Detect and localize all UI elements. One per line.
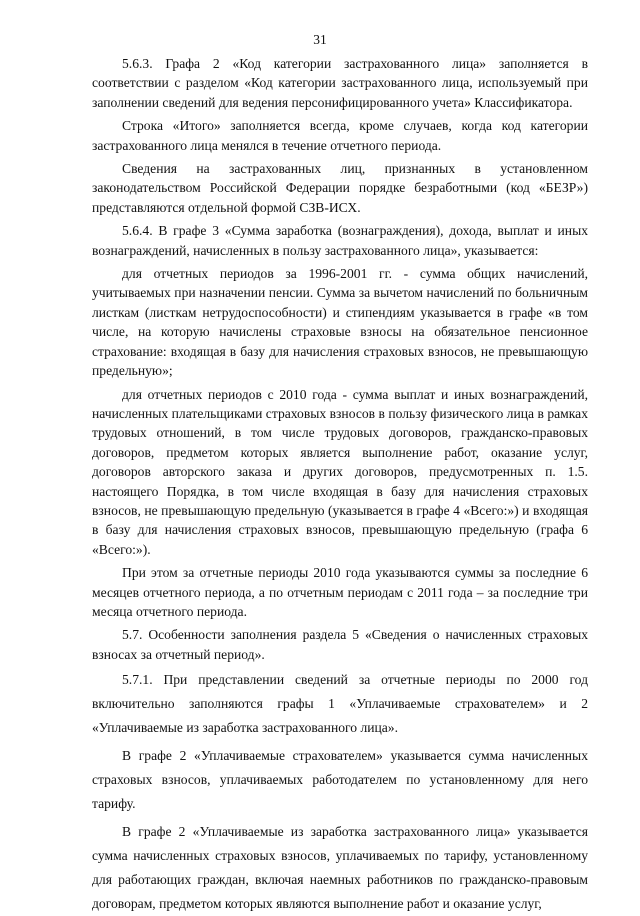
paragraph-unemployed: Сведения на застрахованных лиц, признанных в установленном законодательством Российской Федерации порядке безработными (код «БЕЗР») представляются отдельной формой СЗВ-ИСХ.: [92, 161, 588, 215]
paragraph-itogo-row: Строка «Итого» заполняется всегда, кроме случаев, когда код категории застрахованного лица менялся в течение отчетного периода.: [92, 118, 588, 153]
paragraph-5-6-3: 5.6.3. Графа 2 «Код категории застрахованного лица» заполняется в соответствии с разделом «Код категории застрахованного лица, используемый при заполнении сведений для ведения персонифицированного учета» Классификатора.: [92, 56, 588, 110]
paragraph-periods-1996-2001: для отчетных периодов за 1996-2001 гг. - сумма общих начислений, учитываемых при назначении пенсии. Сумма за вычетом начислений по больничным листкам (листкам нетрудоспособности) и стипендиям указывается в графе «в том числе, на которую начислены страховые взносы на обязательное пенсионное страхование: входящая в базу для начисления страховых взносов, не превышающую предельную»;: [92, 266, 588, 379]
paragraph-5-7-1: 5.7.1. При представлении сведений за отчетные периоды по 2000 год включительно заполняются графы 1 «Уплачиваемые страхователем» и 2 «Уплачиваемые из заработка застрахованного лица».: [92, 672, 588, 736]
paragraph-5-6-4: 5.6.4. В графе 3 «Сумма заработка (вознаграждения), дохода, выплат и иных вознаграждений, начисленных в пользу застрахованного лица», указывается:: [92, 223, 588, 258]
paragraph-column-2-employee: В графе 2 «Уплачиваемые из заработка застрахованного лица» указывается сумма начисленных страховых взносов, уплачиваемых по тарифу, установленному для работающих граждан, включая наемных работников по гражданско-правовым договорам, предметом которых являются выполнение работ и оказание услуг,: [92, 824, 588, 912]
paragraph-2010-2011-months: При этом за отчетные периоды 2010 года указываются суммы за последние 6 месяцев отчетного периода, а по отчетным периодам с 2011 года – за последние три месяца отчетного периода.: [92, 565, 588, 619]
paragraph-periods-2010: для отчетных периодов с 2010 года - сумма выплат и иных вознаграждений, начисленных плательщиками страховых взносов в пользу физического лица в рамках трудовых отношений, в том числе трудовых договоров, гражданско-правовых договоров, предметом которых является выполнение работ, оказание услуг, договоров авторского заказа и других договоров, предусмотренных п. 1.5. настоящего Порядка, в том числе входящая в базу для начисления страховых взносов, не превышающую предельную (указывается в графе 4 «Всего:») и входящая в базу для начисления страховых взносов, превышающую предельную (графа 6 «Всего:»).: [92, 386, 588, 557]
document-body: [92, 54, 588, 916]
page-number: 31: [313, 32, 327, 47]
paragraph-5-7: 5.7. Особенности заполнения раздела 5 «Сведения о начисленных страховых взносах за отчетный период».: [92, 627, 588, 662]
paragraph-column-2-insurer: В графе 2 «Уплачиваемые страхователем» указывается сумма начисленных страховых взносов, уплачиваемых работодателем по установленному для него тарифу.: [92, 748, 588, 812]
